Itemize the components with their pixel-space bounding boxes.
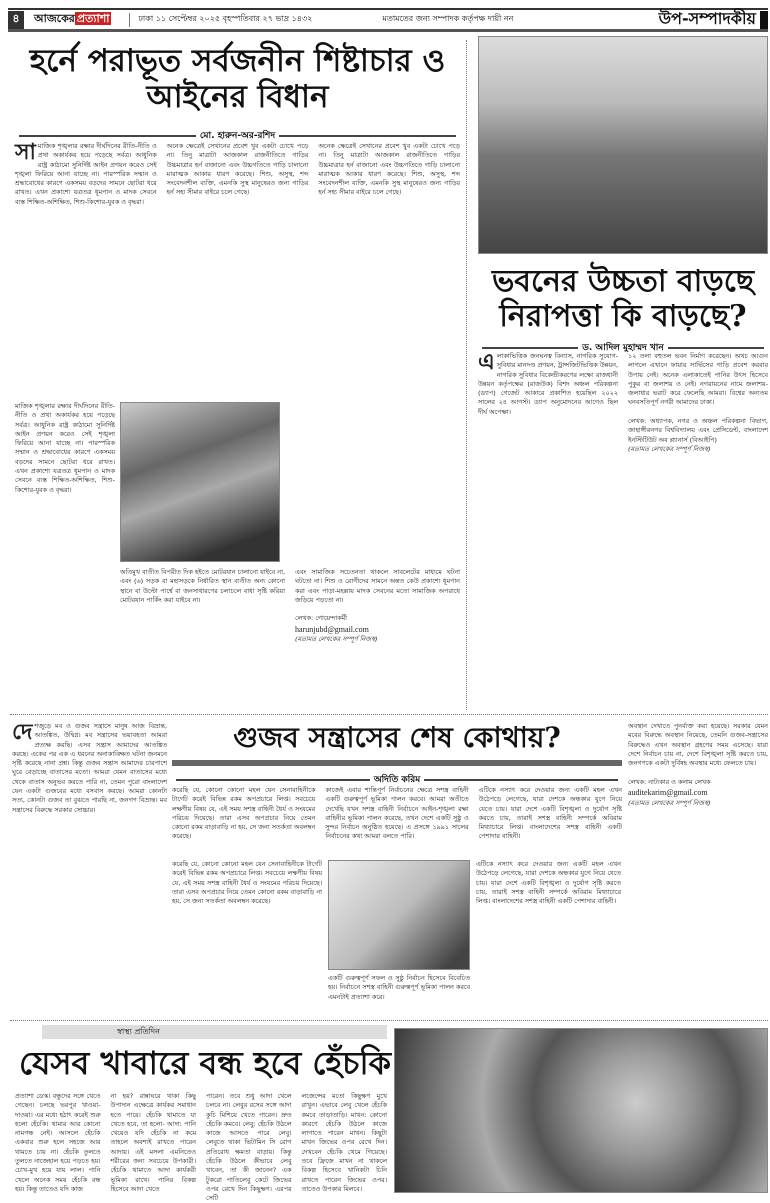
article2-col2: [628, 352, 768, 707]
article2-signoff: লেখক: অধ্যাপক, নগর ও অঞ্চল পরিকল্পনা বিভাগ, জাহাঙ্গীরনগর বিশ্ববিদ্যালয় এবং প্রেসিডেন্ট, বাংলাদেশ ইনস্টিটিউট অব প্ল্যানার্স (বিআইপি): [628, 416, 768, 444]
article4-kicker: [42, 1025, 387, 1039]
article4-headline[interactable]: যেসব খাবারে বন্ধ হবে হেঁচকি: [18, 1044, 391, 1082]
page-number: ৪: [8, 11, 24, 29]
article3-col2b: করেছি যে, কোনো কোনো মহল যেন সেনাবাহিনীকে টার্গেট করেই বিভিন্ন রকম অপপ্রচারে লিপ্ত। সবচেয়ে লক্ষণীয় বিষয় যে, এই সময় সশস্ত্র বাহিনী ধৈর্য ও সংযমের পরিচয় দিয়েছে। তারা এসব অপপ্রচার নিয়ে তেমন কোনো রকম বাড়াবাড়ি না হয়, সে জন্য সতর্কতা অবলম্বন করেছে।: [172, 860, 322, 906]
article4-col4: লজেন্সের মতো কিছুক্ষণ মুখে রাখুন। এভাবে লেবু খেলে হেঁচকি কমবে তাড়াতাড়ি। মাখন: কোনো কারণে হেঁচকি উঠলে কাজে লাগাতে পারেন মাখন। কিছুটা মাখন জিভের ওপর রেখে দিন। দেখবেন হেঁচকি থেমে গিয়েছে। তবে ফ্রিজে মাখন না থাকলে বিকল্প হিসেবে খানিকটা চিনি রাখতে পারেন জিভের ওপর। তাতেও উপকার মিলবে।: [301, 1092, 387, 1193]
article3-disclaimer: (মতামত লেখকের সম্পূর্ণ নিজস্ব): [628, 798, 711, 807]
header-disclaimer: মতামতের জন্য সম্পাদক কর্তৃপক্ষ দায়ী নন: [382, 14, 514, 23]
article1-disclaimer: (মতামত লেখকের সম্পূর্ণ নিজস্ব): [295, 635, 378, 644]
article1-signoff: লেখক: গোয়েন্দাকর্মী: [295, 614, 348, 623]
section-divider: [10, 1020, 768, 1021]
article1-col3: অতিমুখ বাতীত বিপরীত দিক হইতে মোটরযান চালানো যাইবে না, এবং (৬) সড়ক বা মহাসড়কে নির্ধারিত স্থান ব্যতীত অন্য কোনো স্থানে বা উল্টো পার্শ্বে বা জনসাধারণের চলাচলে বাধা সৃষ্টি করিয়া মোটরযান পার্কিং করা যাইবে না।: [120, 568, 285, 604]
article3-col3: কাজেই এবার শান্তিপূর্ণ নির্বাচনের ক্ষেত্রে সশস্ত্র বাহিনী একটি গুরুত্বপূর্ণ ভূমিকা পালন করবে। আমরা অতীতে দেখেছি যখন সশস্ত্র বাহিনী নির্বাচনে আইন-শৃঙ্খলা রক্ষা বাহিনীর ভূমিকা পালন করেছে, তখন দেশে একটি সুষ্ঠু ও সুন্দর নির্বাচন অনুষ্ঠিত হয়েছে। এ প্রসঙ্গে ১৯৯১ সালের নির্বাচনের কথা আমরা বলতে পারি।: [325, 786, 469, 841]
article3-caption-text: একটি গুরুত্বপূর্ণ সফল ও সুষ্ঠু নির্বাচন হিসেবে বিবেচিত হয়। নির্বাচনে সশস্ত্র বাহিনী গুরুত্বপূর্ণ ভূমিকা পালন করবে এমনটাই প্রত্যাশা করে।: [328, 974, 470, 1001]
article2-text: ১২ তলা বহুতল ভবন নির্মাণ করেছেন। অথচ আগুন লাগলে এখানে ফায়ার সার্ভিসের গাড়ি প্রবেশ করবার উপায় নেই। অনেক এলাকাতেই পানির উৎস হিসেবে পুকুর বা জলাশয় ও নেই। নগরায়নের নামে জলাশয়-জলাধার ভরাট করে ফেলেছি আমরা। বিশ্বের অন্যতম ঘনবসতিপূর্ণ নগরী আমাদের ঢাকা।: [628, 352, 768, 407]
article1-body-top: [15, 142, 460, 402]
drop-cap: এ: [478, 350, 495, 375]
logo-text-b: প্রত্যাশা: [76, 12, 110, 25]
article3-headline[interactable]: গুজব সন্ত্রাসের শেষ কোথায়?: [233, 721, 561, 754]
article3-illustration-ear-whispering: [328, 860, 470, 970]
article3-author: অদিতি করিম: [373, 775, 421, 785]
article4-col3: পারেন। তবে শুধু আদা খেলে চলবে না। লেবুর রসের সঙ্গে আদা কুচি মিশিয়ে খেতে পারেন। দ্রুত হেঁচকি কমবে। লেবু: হেঁচকি উঠলে কাজে আসতে পারে লেবু। লেবুতে থাকা ভিটামিন সি রোগ প্রতিরোধ ক্ষমতা বাড়ায়। কিন্তু হেঁচকি উঠলে কীভাবে লেবু খাবেন, তা কী জানেন? এক টুকরো পাতিলেবু কেটে জিভের ওপর রেখে দিন কিছুক্ষণ। এরপর সেটি: [206, 1092, 292, 1203]
article2-photo-city-buildings: [478, 36, 768, 254]
article3-col4: এটিকে নস্যাৎ করে দেওয়ার জন্য একটি মহল এখন উঠেপড়ে লেগেছে, যারা দেশকে অন্ধকার যুগে নিয়ে যেতে চায়। যারা দেশে একটি বিশৃঙ্খলা ও দুর্যোগ সৃষ্টি করতে চায়, তারাই সশস্ত্র বাহিনী সম্পর্কে অবিরাম মিথ্যাচারে লিপ্ত। বাংলাদেশের সশস্ত্র বাহিনী একটি পেশাদার বাহিনী।: [478, 786, 622, 841]
article4-photo-spices: [394, 1028, 768, 1193]
section-divider: [10, 714, 768, 715]
article1-col1: [15, 142, 157, 402]
article3-col2: করেছি যে, কোনো কোনো মহল যেন সেনাবাহিনীকে টার্গেট করেই বিভিন্ন রকম অপপ্রচারে লিপ্ত। সবচেয়ে লক্ষণীয় বিষয় যে, এই সময় সশস্ত্র বাহিনী ধৈর্য ও সংযমের পরিচয় দিয়েছে। তারা এসব অপপ্রচার নিয়ে তেমন কোনো রকম বাড়াবাড়ি না হয়, সে জন্য সতর্কতা অবলম্বন করেছে।: [172, 786, 316, 841]
article3-text: অবস্থান দেখাতে পুনর্ব্যক্ত করা হয়েছে। সরকার যেমন মবের বিরুদ্ধে অবস্থান নিয়েছে, তেমনি গুজব-সন্ত্রাসের বিরুদ্ধেও এখন অবস্থান গ্রহণের সময় এসেছে। যারা দেশে নির্বাচন চায় না, দেশে বিশৃঙ্খলা সৃষ্টি করতে চায়, জনগণকে একটা দুর্বিষহ অবস্থার মধ্যে ফেলতে চায়।: [628, 722, 768, 768]
article3-body-top: [172, 786, 622, 856]
article3-email[interactable]: auditekarim@gmail.com: [628, 787, 708, 797]
article3-col4b: এটিকে নস্যাৎ করে দেওয়ার জন্য একটি মহল এখন উঠেপড়ে লেগেছে, যারা দেশকে অন্ধকার যুগে নিয়ে যেতে চায়। যারা দেশে একটি বিশৃঙ্খলা ও দুর্যোগ সৃষ্টি করতে চায়, তারাই সশস্ত্র বাহিনী সম্পর্কে অবিরাম মিথ্যাচারে লিপ্ত। বাংলাদেশের সশস্ত্র বাহিনী একটি পেশাদার বাহিনী।: [476, 860, 621, 906]
drop-cap: সা: [15, 140, 36, 165]
article3-body-left: [12, 722, 167, 1012]
article3-body-right: [476, 860, 621, 1015]
article3-body-mid: [172, 860, 322, 1010]
kicker-label: স্বাস্থ্য প্রতিদিন: [117, 1026, 160, 1036]
article1-col2: অনেক ক্ষেত্রেই সেখানের প্রবেশ খুব একটা চোখে পড়ে না। তিনু মাত্রাটা আজকাল রাজনীতিতে গাড়ির উচ্চমাত্রার হর্ন বাজানো এবং উচ্চগতিতে গাড়ি চালানো মারাত্মক আকার ধারণ করেছে। শিশু, অসুস্থ, শব্দ সংবেদনশীল ব্যক্তি, এমনকি সুস্থ মানুষেরও জন্য গাড়ির হর্ন সহ্য সীমার বাইরে চলে গেছে।: [166, 142, 309, 197]
article2-body: [478, 352, 768, 707]
article4-col2: না হয়? রান্নাঘরে থাকা কিছু উপাদান এক্ষেত্রে কার্যকর সমাধান হতে পারে। হেঁচকি থামাতে যা খেতে হবে, তা হলো- আদা: পানি খেয়েও যদি হেঁচকি না কমে তাহলে অবশ্যই রাখতে পারেন আদায়। এই মসলা এমনিতেও শরীরের জন্য সবচেয়ে উপকারী। হেঁচকি থামাতে আদা কার্যকরী ভূমিকা রাখে। পানির বিকল্প হিসেবে আদা খেতে: [110, 1092, 196, 1193]
headline-rule: [172, 760, 622, 766]
article4-body: [15, 1092, 387, 1203]
article3-byline: [172, 772, 622, 787]
header-divider: [129, 13, 130, 27]
article1-body-left: [15, 402, 115, 707]
logo-text-a: আজকের: [34, 12, 75, 25]
article1-body-bottom: [120, 568, 460, 708]
article1-text: এবং সামাজিক সচেতনতা থাকলে সাবলেটের মাধ্যমে ঘটনা ঘটতো না। শিশু ও রোগীদের সামনে অন্তত কেউ প্রকাশ্যে ধূমপান করা এবং পাড়া-মহল্লায় মাদক সেবনের মতো সামাজিক অপরাধে জড়িয়ে পড়তো না।: [295, 568, 460, 604]
article1-byline: [15, 128, 460, 143]
column-divider: [466, 40, 467, 710]
article3-text: শজুড়ে মব ও গুজব সন্ত্রাসে মানুষ আজ বিভ্রান্ত, আতঙ্কিত, উদ্বিগ্ন। মব সন্ত্রাসের ভয়াবহতা আমরা প্রত্যক্ষ করছি। এসব সন্ত্রাস আমাদের আতঙ্কিত করছে। একের পর এক এ ধরনের অনাকাঙ্ক্ষিত ঘটনা জনমনে সৃষ্টি করেছে নানা প্রশ্ন। কিন্তু গুজব সন্ত্রাস আমাদের চারপাশে ঘুরে বেড়াচ্ছে বাতাসের মতো। আমরা যেমন বাতাসের মধ্যে থেকে বাতাস অনুভব করতে পারি না, তেমন পুরো বাংলাদেশ যেন একটা গুজবের মধ্যে বসবাস করছে। আমরা কোনটা সত্য, কোনটা গুজব তা বুঝতে পারছি না, জনগণ বিভ্রান্ত। মব সন্ত্রাসের বিরুদ্ধে সরকার সোচ্চার।: [12, 722, 167, 814]
section-title: উপ-সম্পাদকীয়: [658, 9, 756, 28]
article1-col4: [295, 568, 460, 708]
article4-col1: প্রত্যাশা ডেস্ক। বন্ধুদের সঙ্গে খেতে গেছেন। চলছে ভরপুর খাওয়া-দাওয়া। এর মধ্যে হঠাৎ করেই শুরু হলো হেঁচকি। থামার আর কোনো নামগন্ধ নেই। আসলে হেঁচকি একবার শুরু হলে সহজে আর থামতে চায় না। হেঁচকি তুলতে তুলতে নাজেহাল হয়ে পড়তে হয়। চোখ-মুখ হয়ে যায় লাল। পানি খেলে অনেক সময় হেঁচকি বন্ধ হয়। কিন্তু তাতেও যদি কাজ: [15, 1092, 101, 1193]
article2-author: ড. আদিল মুহাম্মদ খান: [582, 343, 664, 353]
article3-body-far-right: [628, 722, 768, 1017]
article1-col1b: মাজিক শৃঙ্খলার রক্ষার দীর্ঘদিনের রীতি-নীতি ও প্রথা অকার্যকর হয়ে পড়েছে সর্বত্র। আধুনিক রাষ্ট্র কাঠামো সুনির্দিষ্ট আইন প্রণয়ন করেও সেই শৃঙ্খলা ফিরিয়ে আনা যাচ্ছে না। পারস্পরিক সম্মান ও শ্রদ্ধাবোধের কারণে একসময় বড়দের সামনে ছোটরা ধরে রাখত। এখন প্রকাশ্যে যত্রতত্র ধূমপান ও মাদক সেবনে ব্যস্ত শিক্ষিত-অশিক্ষিত, শিশু-কিশোর-যুবক ও বৃদ্ধরা।: [15, 402, 115, 494]
article3-signoff: লেখক: নাট্যকার ও কলাম লেখক: [628, 777, 711, 786]
article2-disclaimer: (মতামত লেখকের সম্পূর্ণ নিজস্ব): [628, 444, 711, 453]
article2-col1: [478, 352, 618, 707]
article1-author: মো. হারুন-অর-রশিদ: [199, 131, 276, 141]
article2-headline[interactable]: ভবনের উচ্চতা বাড়ছে নিরাপত্তা কি বাড়ছে?: [491, 264, 755, 334]
article3-col1: [12, 722, 167, 1012]
article1-email[interactable]: harunjubd@gmail.com: [295, 624, 369, 634]
article3-col5: [628, 722, 768, 1017]
article2-text: লাকাভিত্তিক জনঘনত্ব বিন্যাস, নাগরিক সুযোগ-সুবিধার মানদণ্ড প্রণয়ন, ট্রান্সজিটভিত্তিক উন্নয়ন, নাগরিক সুবিধার বিকেন্দ্রীকরণের লক্ষ্যে রাজধানী উন্নয়ন কর্তৃপক্ষের (রাজউক) বিশদ অঞ্চল পরিকল্পনা (ড্যাপ) গেজেট আকারে প্রকাশিত হয়েছিল ২০২২ সালের ২৪ আগস্ট। ড্যাপ অনুমোদনের আগেও ছিল দীর্ঘ অপেক্ষা।: [478, 352, 618, 416]
newspaper-logo[interactable]: [34, 10, 111, 29]
article1-text: মাজিক শৃঙ্খলার রক্ষার দীর্ঘদিনের রীতি-নীতি ও প্রথা অকার্যকর হয়ে পড়েছে সর্বত্র। আধুনিক রাষ্ট্র কাঠামো সুনির্দিষ্ট আইন প্রণয়ন করেও সেই শৃঙ্খলা ফিরিয়ে আনা যাচ্ছে না। পারস্পরিক সম্মান ও শ্রদ্ধাবোধের কারণে একসময় বড়দের সামনে ছোটরা ধরে রাখত। এখন প্রকাশ্যে যত্রতত্র ধূমপান ও মাদক সেবনে ব্যস্ত শিক্ষিত-অশিক্ষিত, শিশু-কিশোর-যুবক ও বৃদ্ধরা।: [15, 142, 157, 206]
article3-caption: [328, 974, 470, 1014]
page-header: [8, 8, 768, 32]
article1-headline[interactable]: হর্নে পরাভূত সর্বজনীন শিষ্টাচার ও আইনের বিধান: [29, 43, 446, 115]
section-marker-icon: [760, 11, 768, 29]
issue-date: ঢাকা ১১ সেপ্টেম্বর ২০২৫ বৃহস্পতিবার ২৭ ভাদ্র ১৪৩২: [138, 14, 313, 23]
article1-photo-children-covering-ears: [120, 402, 280, 562]
drop-cap: দে: [12, 720, 33, 745]
article1-col3: অনেক ক্ষেত্রেই সেখানের প্রবেশ খুব একটা চোখে পড়ে না। তিনু মাত্রাটা আজকাল রাজনীতিতে গাড়ির উচ্চমাত্রার হর্ন বাজানো এবং উচ্চগতিতে গাড়ি চালানো মারাত্মক আকার ধারণ করেছে। শিশু, অসুস্থ, শব্দ সংবেদনশীল ব্যক্তি, এমনকি সুস্থ মানুষেরও জন্য গাড়ির হর্ন সহ্য সীমার বাইরে চলে গেছে।: [318, 142, 461, 197]
